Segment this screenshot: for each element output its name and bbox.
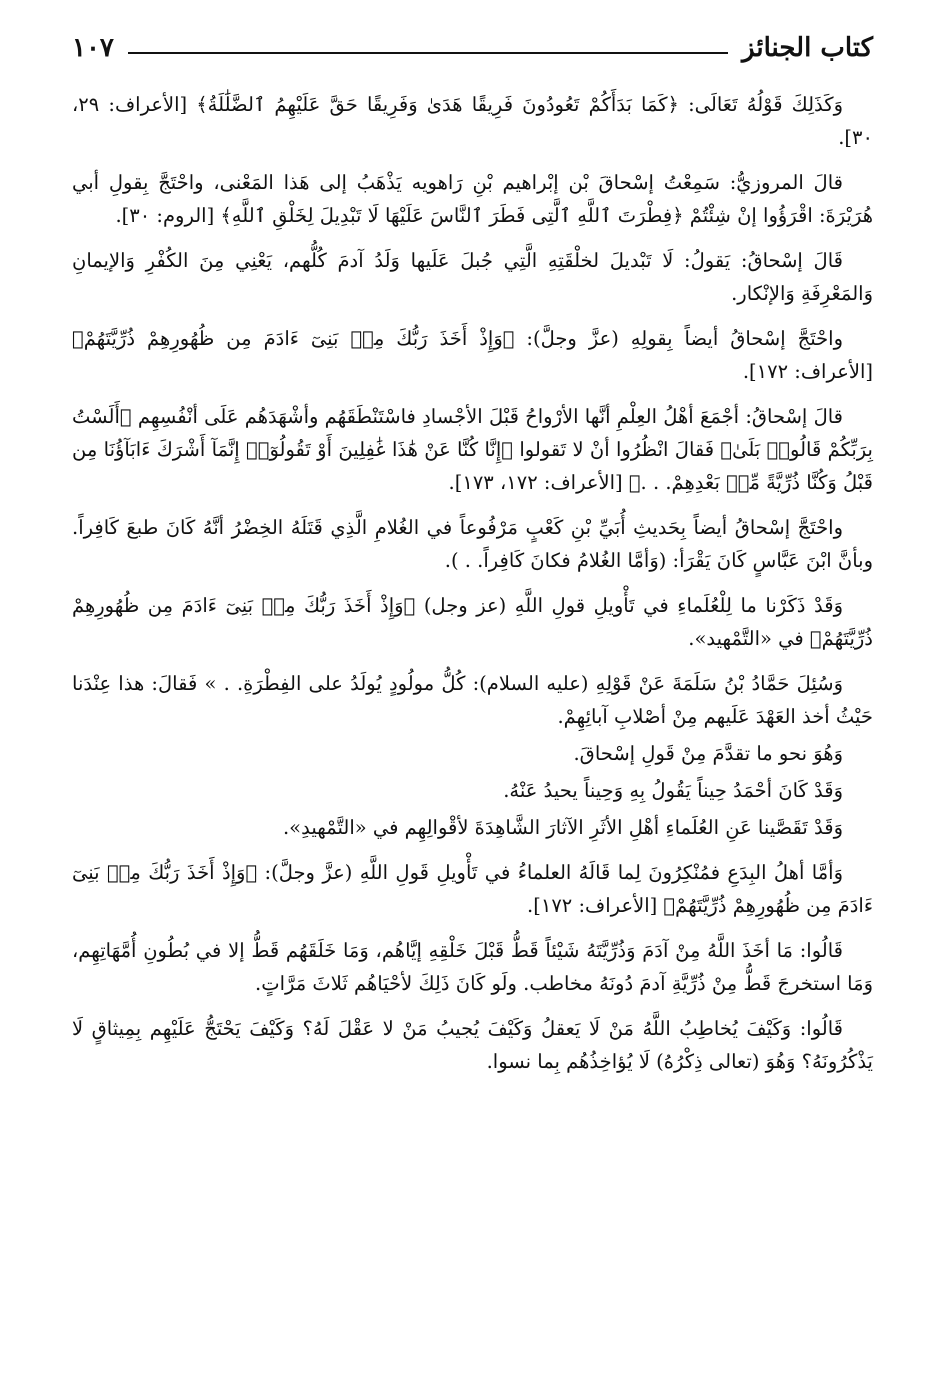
book-title: كتاب الجنائز (742, 33, 873, 63)
paragraph: قَالُوا: وَكَيْفَ يُخاطِبُ اللَّهُ مَنْ لَا يَعقلُ وَكَيْفَ يُجيبُ مَنْ لا عَقْلَ لَهُ؟ وَكَيْفَ يَحْتَجُّ عَلَيْهِم بِمِيثاقٍ لَا يَذْكُرُونَهُ؟ وَهُوَ (تعالى ذِكْرُهُ) لَا يُؤاخِذُهُم بِما نسوا. (72, 1017, 873, 1073)
page-body (72, 88, 873, 1078)
paragraph: قَالُوا: مَا أخَذَ اللَّهُ مِنْ آدَمَ وَذُرِّيَّتَهُ شَيْئاً قَطُّ قَبْلَ خَلْقِهِ إيَّاهُم، وَمَا خَلَقَهُم قَطُّ إلا في بُطُونِ أُمَّهَاتِهِم، وَمَا استخرجَ قَطُّ مِنْ ذُرِّيَّةِ آدمَ دُونَهُ مخاطب. ولَو كَانَ ذَلِكَ لأحْيَاهُم ثَلاثَ مَرَّاتٍ. (72, 939, 873, 995)
page-number: ١٠٧ (72, 33, 114, 63)
paragraph: وَكَذَلِكَ قَوْلُهُ تَعَالَى: ﴿كَمَا بَدَأَكُمْ تَعُودُونَ فَرِيقًا هَدَىٰ وَفَرِيقًا حَقَّ عَلَيْهِمُ ٱلضَّلَٰلَةُ﴾ [الأعراف: ٢٩، ٣٠]. (72, 93, 873, 149)
paragraph: وَسُئِلَ حَمَّادُ بْنُ سَلَمَةَ عَنْ قَوْلِهِ (عليه السلام): كُلُّ مولُودٍ يُولَدُ على الفِطْرَةِ. . » فَقالَ: هذا عِنْدَنا حَيْثُ أخذ العَهْدَ عَلَيهم مِنْ أصْلابِ آبائِهِمْ. (72, 672, 873, 728)
page-header (72, 28, 873, 68)
paragraph: وَقَدْ تَقَصَّينا عَنِ العُلَماءِ أهْلِ الأثَرِ الآثارَ الشَّاهِدَةَ لأقْوالِهِم في «التَّمْهيدِ». (282, 816, 843, 839)
paragraph: واحْتَجَّ إسْحاقُ أيضاً بِحَديثِ أُبَيِّ بْنِ كَعْبٍ مَرْفُوعاً في الغُلامِ الَّذِي قَتَلَهُ الخِضْرُ أنَّهُ كَانَ طبعَ كَافِراً. وبأنَّ ابْنَ عَبَّاسٍ كَانَ يَقْرَأ: (وَأمَّا الغُلامُ فكانَ كَافِراً. . ). (72, 516, 873, 572)
paragraph: وَأمَّا أهلُ البِدَعِ فمُنْكِرُونَ لِما قَالَهُ العلماءُ في تَأْويلِ قَولِ اللَّهِ (عزَّ وجلَّ): ﴿وَإِذْ أَخَذَ رَبُّكَ مِنۢ بَنِىٓ ءَادَمَ مِن ظُهُورِهِمْ ذُرِّيَّتَهُمْ﴾ [الأعراف: ١٧٢]. (72, 861, 873, 917)
paragraph: قالَ إسْحاقُ: أجْمَعَ أهْلُ العِلْمِ أنَّها الأرْواحُ قَبْلَ الأجْسادِ فاسْتَنْطَقَهُم وأشْهَدَهُم عَلَى أنْفُسِهِم ﴿أَلَسْتُ بِرَبِّكُمْ قَالُوا۟ بَلَىٰ﴾ فَقالَ انْظُرُوا أنْ لا تَقولوا ﴿إِنَّا كُنَّا عَنْ هَٰذَا غَٰفِلِينَ أَوْ تَقُولُوٓا۟ إِنَّمَآ أَشْرَكَ ءَابَآؤُنَا مِن قَبْلُ وَكُنَّا ذُرِّيَّةً مِّنۢ بَعْدِهِمْ. . .﴾ [الأعراف: ١٧٢، ١٧٣]. (72, 405, 873, 494)
paragraph: وَهُوَ نحو ما تقدَّمَ مِنْ قَولِ إسْحاقَ. (573, 742, 843, 765)
paragraph: قالَ المروزيُّ: سَمِعْتُ إسْحاقَ بْن إبْراهيم بْنِ رَاهويه يَذْهَبُ إلى هَذا المَعْنى، واحْتَجَّ بِقولِ أبي هُرَيْرَةَ: اقْرَؤُوا إنْ شِئْتُمْ ﴿فِطْرَتَ ٱللَّهِ ٱلَّتِى فَطَرَ ٱلنَّاسَ عَلَيْهَا لَا تَبْدِيلَ لِخَلْقِ ٱللَّهِ﴾ [الروم: ٣٠]. (72, 171, 873, 227)
paragraph: وَقَدْ ذَكَرْنا ما لِلْعُلَماءِ في تَأْويلِ قولِ اللَّهِ (عز وجل) ﴿وَإِذْ أَخَذَ رَبُّكَ مِنۢ بَنِىٓ ءَادَمَ مِن ظُهُورِهِمْ ذُرِّيَّتَهُمْ﴾ في «التَّمْهيد». (72, 594, 873, 650)
paragraph: قَالَ إسْحاقُ: يَقولُ: لَا تَبْديلَ لخلْقَتِهِ الَّتِي جُبلَ عَلَيها وَلَدُ آدمَ كُلُّهم، يَعْنِي مِنَ الكُفْرِ وَالإيمانِ وَالمَعْرِفَةِ وَالإنْكار. (72, 249, 873, 305)
paragraph: واحْتَجَّ إسْحاقُ أيضاً بِقولِهِ (عزَّ وجلَّ): ﴿وَإِذْ أَخَذَ رَبُّكَ مِنۢ بَنِىٓ ءَادَمَ مِن ظُهُورِهِمْ ذُرِّيَّتَهُمْ﴾ [الأعراف: ١٧٢]. (72, 327, 873, 383)
paragraph: وَقَدْ كَانَ أحْمَدُ حِيناً يَقُولُ بِهِ وَحِيناً يحيدُ عَنْهُ. (503, 779, 843, 802)
header-rule (128, 52, 728, 54)
